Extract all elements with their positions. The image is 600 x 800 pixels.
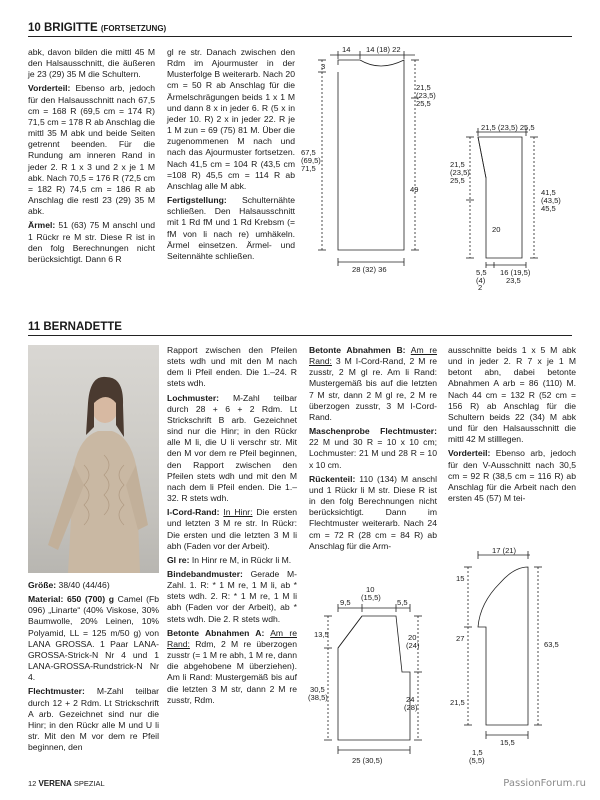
dim-label: (24) (406, 641, 420, 650)
paragraph-text: M-Zahl teilbar durch 28 + 6 + 2 Rdm. Lt Strickschrift B arb. Gezeichnet sind nur die Hinr; in den Rückr alle M li, die U li verschr str. Mit den M vor dem re Pfeil beginnen, den Rapport zwischen den Pfeilen stets wdh und mit den M nach dem li Pfeil enden. Die 1.–32. R stets wdh. (167, 392, 297, 504)
dim-label: 24 (406, 695, 415, 704)
dim-label: (15,5) (361, 593, 381, 602)
paragraph-text: Die ersten und letzten 3 M re str. In Rückr: Die ersten und die letzten 3 M li abh (Faden vor der Arbeit). (167, 507, 297, 551)
dim-label: 15,5 (500, 738, 515, 747)
text-column-1 (28, 47, 155, 268)
dim-label: 14 (18) 22 (366, 45, 401, 54)
dim-label: 21,5 (23,5) 25,5 (481, 123, 535, 132)
paragraph (309, 426, 437, 471)
dim-label: 2 (478, 283, 483, 290)
paragraph (28, 686, 159, 753)
paragraph (167, 555, 297, 566)
page-number: 12 (28, 779, 37, 788)
paragraph-heading: Fertigstellung: (167, 195, 227, 206)
dim-label: (23,5) (416, 91, 436, 100)
dim-label: 25,5 (450, 176, 465, 185)
paragraph-heading: Betonte Abnahmen B: (309, 345, 406, 355)
section-number: 11 (28, 321, 41, 333)
paragraph-heading: Gl re: (167, 554, 190, 565)
dim-label: 25,5 (416, 99, 431, 108)
text-column-6 (448, 345, 576, 507)
dim-label: (23,5) (450, 168, 470, 177)
dim-label: 21,5 (450, 160, 465, 169)
paragraph-text: Schulternähte schließen. Den Halsausschnitt mit 1 Rd fM und 1 Rd Krebsm (= fM von li nach re) umhäkeln. Ärmel einsetzen. Ärmel- und Seitennähte schließen. (167, 195, 295, 261)
dim-label: 5,5 (476, 268, 487, 277)
section-header-brigitte (28, 20, 572, 37)
paragraph (309, 474, 437, 552)
paragraph-text: 110 (134) M anschl und 1 Rückr li M str. Diese R ist in den folg Berechnungen nicht berücksichtigt. Dann im Flechtmuster weiterarb. Nach 24 cm = 72 R (28 cm = 84 R) ab Anschlag für die Arm- (309, 473, 437, 551)
paragraph (28, 47, 155, 80)
dim-label: 21,5 (416, 83, 431, 92)
dim-label: 13,5 (314, 630, 329, 639)
paragraph-heading: I-Cord-Rand: (167, 507, 220, 518)
paragraph (28, 594, 159, 683)
schematic-body-brigitte (300, 40, 450, 280)
model-illustration (28, 345, 159, 573)
dim-label: 10 (366, 585, 375, 594)
paragraph (167, 507, 297, 552)
dim-label: (28) (404, 703, 418, 712)
watermark: PassionForum.ru (503, 778, 586, 789)
paragraph-heading: Vorderteil: (28, 83, 71, 94)
dim-label: 5,5 (397, 598, 408, 607)
dim-label: (43,5) (541, 196, 561, 205)
dim-label: 20 (492, 225, 501, 234)
paragraph (167, 393, 297, 505)
paragraph-text: M-Zahl teilbar durch 12 + 2 Rdm. Lt Strickschrift A arb. Gezeichnet sind nur die Hinr; in den Rückr alle M und U li str. Mit den M vor dem re Pfeil beginnen, den (28, 686, 159, 753)
paragraph-text: gl re str. Danach zwischen den Rdm im Ajourmuster in der Musterfolge B weiterarb. Nach 20 cm = 50 R ab Anschlag für die Ärmelschrägungen beids 1 x 1 M und dann 8 x in jeder 6. R (5 x in jeder 10. R) 2 x in jeder 22. R je 1 M zun = 69 (75) 81 M. Über die zugenommenen M nach und nach das Ajourmuster fortsetzen. Nach 41,5 cm = 104 R (43,5 cm =108 R) 45,5 cm = 114 R ab Anschlag alle M abk. (167, 47, 295, 191)
paragraph (167, 345, 297, 390)
paragraph-heading: Bindebandmuster: (167, 568, 243, 579)
paragraph (167, 628, 297, 706)
schematic-sleeve-bernadette (448, 545, 578, 770)
paragraph (167, 195, 295, 262)
dim-label: (4) (476, 276, 486, 285)
paragraph-heading: Größe: (28, 580, 57, 590)
text-column-3 (28, 580, 159, 756)
dim-label: 16 (19,5) (500, 268, 531, 277)
paragraph (167, 569, 297, 625)
dim-label: 3 (321, 62, 326, 71)
paragraph-text: ausschnitte beids 1 x 5 M abk und in jeder 2. R 7 x je 1 M betont abn, dabei betonte Abnahmen A arb = 86 (110) M. Nach 44 cm = 132 R (52 cm = 156 R) ab Anschlag für die Schultern beids 22 (34) M abk und für den Halsausschnitt die mittl 42 M stilllegen. (448, 345, 576, 445)
paragraph (309, 345, 437, 423)
dim-label: (38,5) (308, 693, 328, 702)
paragraph-underline: Am re Rand: (309, 345, 438, 367)
paragraph (167, 47, 295, 192)
section-number: 10 (28, 22, 41, 34)
paragraph-heading: Maschenprobe Flechtmuster: (309, 426, 437, 437)
dim-label: 14 (342, 45, 351, 54)
magazine-edition: SPEZIAL (73, 779, 105, 788)
dim-label: 21,5 (450, 698, 465, 707)
page-footer (28, 779, 105, 788)
paragraph-text: Ebenso arb, jedoch für den Halsausschnitt nach 67,5 cm = 168 R (69,5 cm = 174 R) 71,5 cm = 178 R ab Anschlag die mittl 35 M abk und beide Seiten getrennt beenden. Für die Rundung am inneren Rand in jeder 2. R 1 x 3 und 2 x je 1 M abk. Nach 70,5 = 176 R (72,5 cm = 182 R) 74,5 cm = 186 R ab Anschlag die restl 23 (29) 35 M abk. (28, 83, 155, 217)
paragraph-heading: Vorderteil: (448, 448, 491, 459)
paragraph-text: abk, davon bilden die mittl 45 M den Halsausschnitt, die äußeren je 23 (29) 35 M die Schultern. (28, 47, 155, 80)
dim-label: 41,5 (541, 188, 556, 197)
paragraph-heading: Flechtmuster: (28, 686, 85, 697)
paragraph-heading: Material: 650 (700) g (28, 594, 114, 605)
dim-label: 45,5 (541, 204, 556, 213)
dim-label: 1,5 (472, 748, 483, 757)
paragraph-text: 38/40 (44/46) (56, 580, 110, 590)
paragraph (448, 345, 576, 445)
magazine-name: VERENA (38, 779, 72, 788)
section-subtitle: (FORTSETZUNG) (100, 24, 167, 33)
paragraph (28, 83, 155, 217)
dim-label: 25 (30,5) (352, 756, 383, 765)
dim-label: 15 (456, 574, 465, 583)
dim-label: 67,5 (301, 148, 316, 157)
paragraph-text: Rapport zwischen den Pfeilen stets wdh und mit den M nach dem li Pfeil enden. Die 1.–24. R stets wdh. (167, 345, 297, 389)
paragraph-heading: Ärmel: (28, 220, 56, 231)
dim-label: 9,5 (340, 598, 351, 607)
text-column-2 (167, 47, 295, 265)
dim-label: 28 (32) 36 (352, 265, 387, 274)
text-column-4 (167, 345, 297, 709)
dim-label: (5,5) (469, 756, 485, 765)
paragraph-text: Gerade M-Zahl. 1. R: * 1 M re, 1 M li, ab * stets wdh. 2. R: * 1 M re, 1 M li abh (Faden vor der Arbeit), ab * stets wdh. Die 2. R stets wdh. (167, 568, 297, 624)
paragraph (28, 220, 155, 265)
paragraph-heading: Betonte Abnahmen A: (167, 627, 265, 638)
text-column-5 (309, 345, 437, 555)
paragraph-text: Ebenso arb, jedoch für den V-Ausschnitt nach 30,5 cm = 92 R (38,5 cm = 116 R) ab Anschlag für die Arbeit nach den ersten 45 (57) M tei- (448, 448, 576, 504)
paragraph-underline: Am re Rand: (167, 627, 297, 649)
section-title: BERNADETTE (43, 321, 122, 333)
dim-label: 30,5 (310, 685, 325, 694)
dim-label: 20 (408, 633, 417, 642)
dim-label: 17 (21) (492, 546, 517, 555)
schematic-sleeve-brigitte (448, 120, 578, 290)
paragraph-heading: Rückenteil: (309, 473, 356, 484)
paragraph-text: 3 M I-Cord-Rand, 2 M re zusstr, 2 M gl re. Am li Rand: Mustergemäß bis auf die letzten 7 M str, dann 2 M gl re, 2 M re überzogen zusstr, 3 M I-Cord-Rand. (309, 356, 437, 422)
dim-label: 63,5 (544, 640, 559, 649)
dim-label: (69,5) (301, 156, 321, 165)
section-title: BRIGITTE (44, 22, 98, 34)
section-header-bernadette (28, 319, 572, 336)
schematic-back-bernadette (300, 580, 450, 780)
paragraph-text: In Hinr re M, in Rückr li M. (189, 554, 292, 565)
paragraph-text: Rdm, 2 M re überzogen zusstr (= 1 M re abh, 1 M re, dann die abgehobene M überziehen). Am li Rand: Mustergemäß bis auf die letzten 3 M str, dann 2 M re zusstr, Rdm. (167, 638, 297, 705)
dim-label: 23,5 (506, 276, 521, 285)
paragraph (28, 580, 159, 591)
paragraph-underline: In Hinr: (223, 507, 253, 518)
model-photo (28, 345, 159, 573)
dim-label: 49 (410, 185, 419, 194)
paragraph-text: Camel (Fb 096) „Linarte“ (40% Viskose, 30% Baumwolle, 20% Leinen, 10% Polyamid, LL = 125 m/50 g) von LANA GROSSA. 1 Paar LANA-GROSSA-Strick-N Nr 4 und 1 LANA-GROSSA-Rundstrick-N Nr 4. (28, 594, 160, 683)
paragraph (448, 448, 576, 504)
dim-label: 27 (456, 634, 465, 643)
paragraph-heading: Lochmuster: (167, 392, 220, 403)
paragraph-text: 51 (63) 75 M anschl und 1 Rückr re M str. Diese R ist in den folg Berechnungen nicht berücksichtigt. Dann 6 R (28, 220, 155, 264)
paragraph-text: 22 M und 30 R = 10 x 10 cm; Lochmuster: 21 M und 28 R = 10 x 10 cm. (309, 437, 437, 470)
dim-label: 71,5 (301, 164, 316, 173)
